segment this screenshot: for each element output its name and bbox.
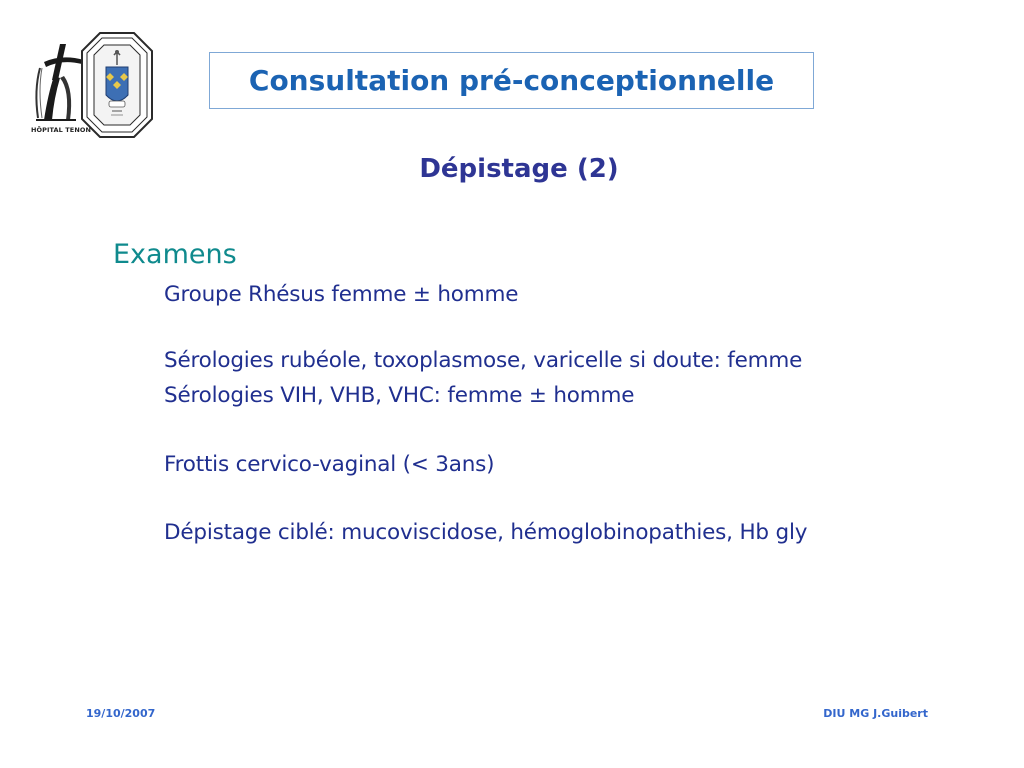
exam-line-frottis: Frottis cervico-vaginal (< 3ans)	[164, 452, 495, 477]
exam-line-groupe-rhesus: Groupe Rhésus femme ± homme	[164, 282, 519, 307]
section-heading: Examens	[113, 239, 237, 270]
exam-line-depistage-cible: Dépistage ciblé: mucoviscidose, hémoglobinopathies, Hb gly	[164, 520, 808, 545]
hopital-tenon-label: HÔPITAL TENON	[30, 126, 92, 134]
footer-author: DIU MG J.Guibert	[823, 707, 928, 720]
title-box	[209, 52, 814, 109]
slide-title: Consultation pré-conceptionnelle	[248, 64, 775, 97]
exam-line-serologies-vih: Sérologies VIH, VHB, VHC: femme ± homme	[164, 383, 635, 408]
faculty-seal-icon	[80, 31, 154, 139]
slide-subtitle: Dépistage (2)	[419, 154, 619, 184]
exam-line-serologies-rubeole: Sérologies rubéole, toxoplasmose, varicelle si doute: femme	[164, 348, 803, 373]
faculty-seal-logo	[80, 31, 154, 139]
footer-date: 19/10/2007	[86, 707, 156, 720]
